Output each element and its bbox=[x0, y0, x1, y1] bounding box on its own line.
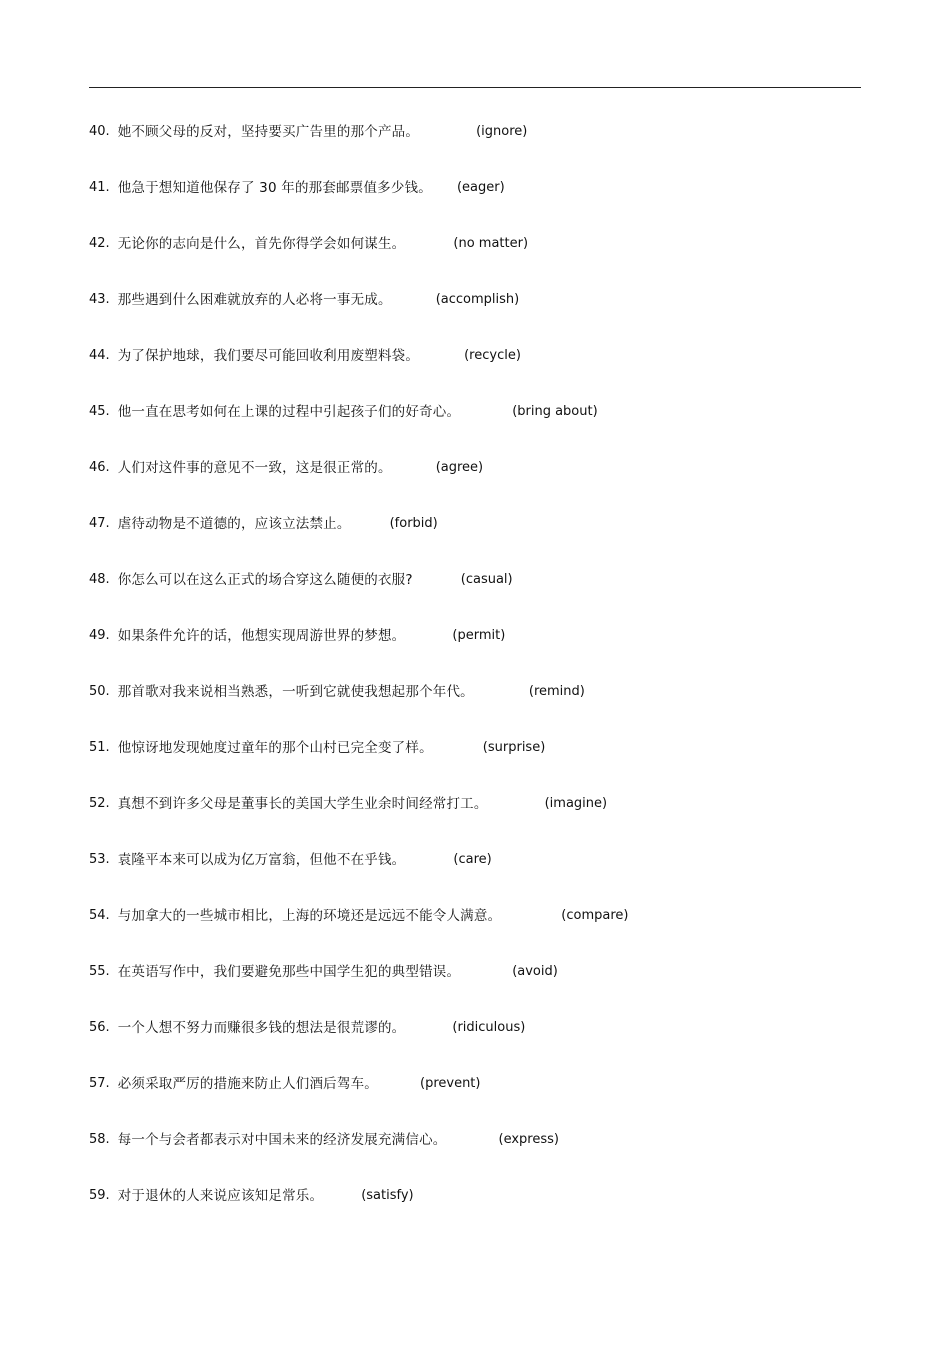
chinese-sentence: 袁隆平本来可以成为亿万富翁，但他不在乎钱。 bbox=[117, 852, 406, 868]
keyword-hint: (care) bbox=[453, 852, 492, 867]
item-number: 47. bbox=[89, 516, 110, 531]
exercise-item bbox=[89, 121, 869, 177]
chinese-sentence: 必须采取严厉的措施来防止人们酒后驾车。 bbox=[117, 1076, 378, 1092]
item-number: 49. bbox=[89, 628, 110, 643]
item-number: 48. bbox=[89, 572, 110, 587]
exercise-item bbox=[89, 625, 869, 681]
keyword-hint: (express) bbox=[498, 1132, 559, 1147]
keyword-hint: (bring about) bbox=[512, 404, 598, 419]
item-number: 42. bbox=[89, 236, 110, 251]
keyword-hint: (no matter) bbox=[453, 236, 529, 251]
item-number: 54. bbox=[89, 908, 110, 923]
exercise-item bbox=[89, 457, 869, 513]
exercise-item bbox=[89, 513, 869, 569]
translation-exercise-list bbox=[89, 121, 869, 1241]
keyword-hint: (imagine) bbox=[544, 796, 608, 811]
keyword-hint: (ridiculous) bbox=[452, 1020, 526, 1035]
keyword-hint: (prevent) bbox=[420, 1076, 481, 1091]
exercise-item bbox=[89, 1185, 869, 1241]
item-number: 53. bbox=[89, 852, 110, 867]
keyword-hint: (accomplish) bbox=[435, 292, 520, 307]
chinese-sentence: 如果条件允许的话，他想实现周游世界的梦想。 bbox=[117, 628, 406, 644]
item-number: 44. bbox=[89, 348, 110, 363]
chinese-sentence: 他惊讶地发现她度过童年的那个山村已完全变了样。 bbox=[117, 740, 433, 756]
keyword-hint: (casual) bbox=[460, 572, 513, 587]
chinese-sentence: 为了保护地球，我们要尽可能回收利用废塑料袋。 bbox=[117, 348, 420, 364]
item-number: 43. bbox=[89, 292, 110, 307]
chinese-sentence: 在英语写作中，我们要避免那些中国学生犯的典型错误。 bbox=[117, 964, 461, 980]
keyword-hint: (recycle) bbox=[464, 348, 521, 363]
keyword-hint: (agree) bbox=[435, 460, 484, 475]
item-number: 59. bbox=[89, 1188, 110, 1203]
chinese-sentence: 那些遇到什么困难就放弃的人必将一事无成。 bbox=[117, 292, 392, 308]
item-number: 52. bbox=[89, 796, 110, 811]
keyword-hint: (compare) bbox=[561, 908, 629, 923]
chinese-sentence: 虐待动物是不道德的，应该立法禁止。 bbox=[117, 516, 351, 532]
exercise-item bbox=[89, 289, 869, 345]
item-number: 50. bbox=[89, 684, 110, 699]
item-number: 55. bbox=[89, 964, 110, 979]
item-number: 56. bbox=[89, 1020, 110, 1035]
chinese-sentence: 对于退休的人来说应该知足常乐。 bbox=[117, 1188, 324, 1204]
exercise-item bbox=[89, 401, 869, 457]
chinese-sentence: 她不顾父母的反对，坚持要买广告里的那个产品。 bbox=[117, 124, 420, 140]
item-number: 57. bbox=[89, 1076, 110, 1091]
keyword-hint: (permit) bbox=[452, 628, 506, 643]
item-number: 40. bbox=[89, 124, 110, 139]
exercise-item bbox=[89, 233, 869, 289]
exercise-item bbox=[89, 177, 869, 233]
item-number: 51. bbox=[89, 740, 110, 755]
item-number: 58. bbox=[89, 1132, 110, 1147]
chinese-sentence: 与加拿大的一些城市相比，上海的环境还是远远不能令人满意。 bbox=[117, 908, 502, 924]
keyword-hint: (avoid) bbox=[512, 964, 558, 979]
exercise-item bbox=[89, 737, 869, 793]
exercise-item bbox=[89, 345, 869, 401]
chinese-sentence: 一个人想不努力而赚很多钱的想法是很荒谬的。 bbox=[117, 1020, 406, 1036]
exercise-item bbox=[89, 905, 869, 961]
keyword-hint: (forbid) bbox=[389, 516, 438, 531]
chinese-sentence: 真想不到许多父母是董事长的美国大学生业余时间经常打工。 bbox=[117, 796, 488, 812]
keyword-hint: (remind) bbox=[528, 684, 585, 699]
exercise-item bbox=[89, 569, 869, 625]
item-number: 41. bbox=[89, 180, 110, 195]
exercise-item bbox=[89, 681, 869, 737]
exercise-item bbox=[89, 1129, 869, 1185]
keyword-hint: (satisfy) bbox=[361, 1188, 414, 1203]
exercise-item bbox=[89, 793, 869, 849]
keyword-hint: (surprise) bbox=[482, 740, 546, 755]
item-number: 45. bbox=[89, 404, 110, 419]
chinese-sentence: 那首歌对我来说相当熟悉，一听到它就使我想起那个年代。 bbox=[117, 684, 474, 700]
chinese-sentence: 无论你的志向是什么，首先你得学会如何谋生。 bbox=[117, 236, 406, 252]
exercise-item bbox=[89, 1017, 869, 1073]
chinese-sentence: 每一个与会者都表示对中国未来的经济发展充满信心。 bbox=[117, 1132, 447, 1148]
exercise-item bbox=[89, 1073, 869, 1129]
exercise-item bbox=[89, 849, 869, 905]
chinese-sentence: 你怎么可以在这么正式的场合穿这么随便的衣服? bbox=[117, 572, 413, 588]
chinese-sentence: 人们对这件事的意见不一致，这是很正常的。 bbox=[117, 460, 392, 476]
keyword-hint: (eager) bbox=[456, 180, 505, 195]
exercise-item bbox=[89, 961, 869, 1017]
keyword-hint: (ignore) bbox=[476, 124, 528, 139]
item-number: 46. bbox=[89, 460, 110, 475]
chinese-sentence: 他一直在思考如何在上课的过程中引起孩子们的好奇心。 bbox=[117, 404, 461, 420]
chinese-sentence: 他急于想知道他保存了 30 年的那套邮票值多少钱。 bbox=[117, 180, 432, 196]
header-rule bbox=[89, 87, 861, 88]
